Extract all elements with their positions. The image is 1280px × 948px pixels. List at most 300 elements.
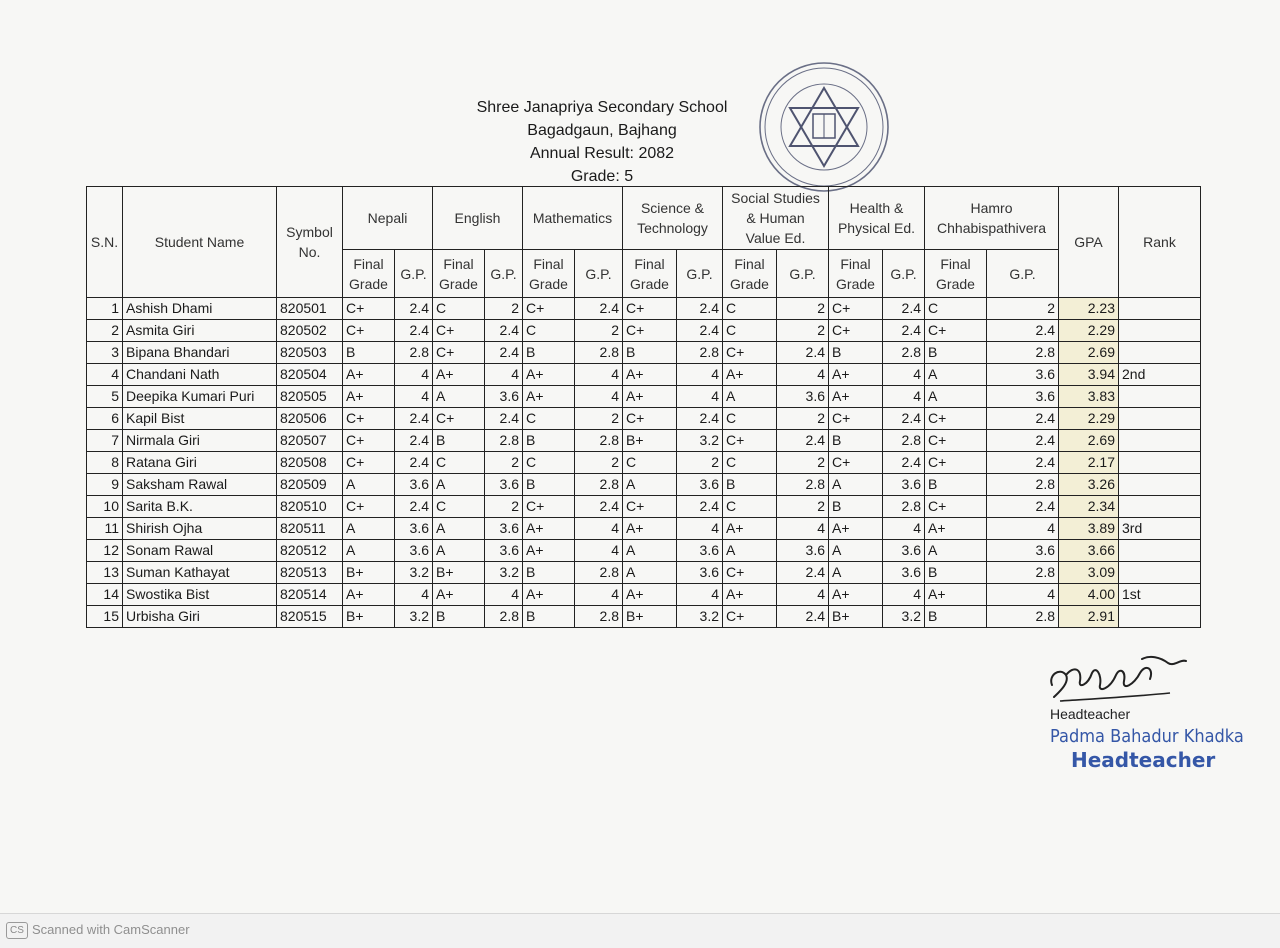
cell-gpa: 2.69 [1059, 342, 1119, 364]
header-subject-nepali [343, 187, 433, 250]
cell-sn: 11 [87, 518, 123, 540]
cell-grade-point: 2 [575, 452, 623, 474]
cell-final-grade: A+ [623, 364, 677, 386]
cell-grade-point: 2.4 [575, 496, 623, 518]
cell-final-grade: A+ [433, 584, 485, 606]
cell-grade-point: 3.6 [485, 518, 523, 540]
cell-final-grade: C+ [343, 298, 395, 320]
cell-grade-point: 4 [575, 518, 623, 540]
subheader-final-line1: Final [443, 255, 474, 272]
cell-grade-point: 4 [883, 518, 925, 540]
table-row [87, 518, 1201, 540]
cell-grade-point: 2.4 [777, 430, 829, 452]
subheader-final-line2: Grade [630, 275, 669, 292]
cell-final-grade: C+ [523, 496, 575, 518]
table-row [87, 562, 1201, 584]
cell-rank [1119, 452, 1201, 474]
cell-grade-point: 3.6 [677, 562, 723, 584]
cell-sn: 13 [87, 562, 123, 584]
cell-grade-point: 2.8 [395, 342, 433, 364]
header-subject-science [623, 187, 723, 250]
cell-final-grade: C+ [343, 430, 395, 452]
cell-grade-point: 2.8 [777, 474, 829, 496]
cell-final-grade: C+ [829, 320, 883, 342]
cell-final-grade: B+ [623, 606, 677, 628]
cell-final-grade: C [623, 452, 677, 474]
cell-grade-point: 3.6 [485, 386, 523, 408]
cell-grade-point: 2.4 [987, 430, 1059, 452]
cell-grade-point: 4 [777, 584, 829, 606]
cell-grade-point: 2.8 [987, 606, 1059, 628]
cell-final-grade: B [343, 342, 395, 364]
cell-grade-point: 3.2 [883, 606, 925, 628]
cell-grade-point: 3.2 [485, 562, 523, 584]
subheader-final-grade [343, 250, 395, 298]
cell-final-grade: A+ [523, 540, 575, 562]
subject-label: English [454, 210, 501, 226]
cell-sn: 6 [87, 408, 123, 430]
cell-grade-point: 2.4 [395, 320, 433, 342]
cell-final-grade: C [723, 408, 777, 430]
cell-sn: 4 [87, 364, 123, 386]
cell-grade-point: 3.6 [883, 562, 925, 584]
cell-sn: 7 [87, 430, 123, 452]
subheader-gp: G.P. [677, 250, 723, 298]
cell-final-grade: C+ [925, 320, 987, 342]
cell-grade-point: 3.6 [677, 474, 723, 496]
cell-final-grade: C+ [829, 452, 883, 474]
cell-grade-point: 4 [883, 584, 925, 606]
table-row [87, 408, 1201, 430]
cell-rank [1119, 408, 1201, 430]
cell-grade-point: 2.8 [575, 606, 623, 628]
cell-sn: 8 [87, 452, 123, 474]
school-name: Shree Janapriya Secondary School [476, 99, 728, 116]
cell-gpa: 3.66 [1059, 540, 1119, 562]
cell-grade-point: 4 [485, 364, 523, 386]
cell-grade-point: 2 [777, 496, 829, 518]
results-table [86, 186, 1201, 628]
cell-sn: 2 [87, 320, 123, 342]
cell-final-grade: C+ [623, 408, 677, 430]
cell-final-grade: C [433, 496, 485, 518]
cell-student-name: Urbisha Giri [123, 606, 277, 628]
cell-final-grade: C+ [623, 320, 677, 342]
cell-final-grade: B [623, 342, 677, 364]
subheader-final-grade [433, 250, 485, 298]
grade-label: Grade: 5 [570, 168, 634, 185]
cell-sn: 10 [87, 496, 123, 518]
cell-final-grade: C+ [829, 298, 883, 320]
cell-symbol-no: 820511 [277, 518, 343, 540]
cell-grade-point: 2.8 [987, 342, 1059, 364]
cell-student-name: Swostika Bist [123, 584, 277, 606]
subject-label: Hamro [970, 200, 1013, 216]
cell-grade-point: 2.4 [575, 298, 623, 320]
cell-student-name: Asmita Giri [123, 320, 277, 342]
subheader-gp: G.P. [883, 250, 925, 298]
cell-final-grade: C [523, 452, 575, 474]
subheader-gp: G.P. [395, 250, 433, 298]
cell-grade-point: 4 [395, 584, 433, 606]
table-row [87, 430, 1201, 452]
cell-grade-point: 3.6 [777, 386, 829, 408]
cell-final-grade: C+ [925, 430, 987, 452]
cell-grade-point: 2 [987, 298, 1059, 320]
scanner-watermark-text: Scanned with CamScanner [32, 922, 190, 937]
cell-final-grade: A [723, 386, 777, 408]
cell-grade-point: 2.4 [777, 606, 829, 628]
header-subject-social-studies [723, 187, 829, 250]
cell-rank [1119, 540, 1201, 562]
cell-final-grade: A+ [829, 584, 883, 606]
cell-grade-point: 4 [677, 364, 723, 386]
subject-label: Physical Ed. [837, 220, 916, 236]
cell-final-grade: A [433, 386, 485, 408]
table-row [87, 452, 1201, 474]
cell-grade-point: 3.2 [677, 606, 723, 628]
header-rank: Rank [1119, 187, 1201, 298]
cell-final-grade: B [829, 430, 883, 452]
cell-final-grade: A [623, 474, 677, 496]
subheader-final-grade [723, 250, 777, 298]
cell-grade-point: 4 [777, 364, 829, 386]
cell-student-name: Kapil Bist [123, 408, 277, 430]
header-symbol-no [277, 187, 343, 298]
cell-gpa: 2.23 [1059, 298, 1119, 320]
table-row [87, 496, 1201, 518]
subject-label: Health & [849, 200, 904, 216]
cell-final-grade: A [623, 562, 677, 584]
cell-grade-point: 3.6 [987, 364, 1059, 386]
cell-final-grade: B+ [829, 606, 883, 628]
cell-final-grade: A [343, 518, 395, 540]
cell-grade-point: 2.4 [485, 342, 523, 364]
subject-label: Value Ed. [745, 230, 806, 246]
cell-grade-point: 2.8 [575, 562, 623, 584]
cell-grade-point: 2.8 [485, 606, 523, 628]
cell-grade-point: 2.4 [485, 408, 523, 430]
cell-symbol-no: 820510 [277, 496, 343, 518]
cell-final-grade: C [433, 452, 485, 474]
table-row [87, 474, 1201, 496]
cell-gpa: 2.29 [1059, 408, 1119, 430]
cell-final-grade: C [723, 320, 777, 342]
cell-rank [1119, 298, 1201, 320]
header-symbol-line2: No. [298, 244, 321, 260]
cell-final-grade: A+ [523, 386, 575, 408]
cell-grade-point: 4 [395, 364, 433, 386]
cell-grade-point: 3.6 [883, 540, 925, 562]
cell-grade-point: 2 [777, 408, 829, 430]
cell-grade-point: 2 [777, 298, 829, 320]
cell-grade-point: 3.6 [485, 540, 523, 562]
cell-grade-point: 2.8 [883, 496, 925, 518]
cell-grade-point: 2.4 [883, 298, 925, 320]
cell-final-grade: C+ [343, 320, 395, 342]
cell-final-grade: B [523, 562, 575, 584]
cell-grade-point: 2.4 [395, 430, 433, 452]
cell-final-grade: A [433, 474, 485, 496]
cell-gpa: 2.91 [1059, 606, 1119, 628]
cell-grade-point: 3.6 [485, 474, 523, 496]
cell-symbol-no: 820515 [277, 606, 343, 628]
header-subject-english [433, 187, 523, 250]
subheader-final-line1: Final [840, 255, 871, 272]
cell-final-grade: A+ [523, 584, 575, 606]
subheader-final-line2: Grade [439, 275, 478, 292]
stamp-title: Headteacher [1071, 748, 1216, 772]
cell-student-name: Nirmala Giri [123, 430, 277, 452]
cell-final-grade: C+ [925, 496, 987, 518]
cell-symbol-no: 820503 [277, 342, 343, 364]
cell-grade-point: 2.4 [677, 408, 723, 430]
cell-grade-point: 4 [395, 386, 433, 408]
cell-grade-point: 3.6 [395, 474, 433, 496]
cell-grade-point: 4 [883, 386, 925, 408]
subheader-final-line2: Grade [936, 275, 975, 292]
cell-final-grade: C+ [723, 606, 777, 628]
cell-grade-point: 2.4 [987, 320, 1059, 342]
camscanner-logo-icon: CS [6, 922, 28, 939]
cell-gpa: 2.34 [1059, 496, 1119, 518]
cell-gpa: 2.29 [1059, 320, 1119, 342]
cell-final-grade: B [523, 474, 575, 496]
subject-label: Science & [640, 200, 705, 216]
header-subject-hamro [925, 187, 1059, 250]
cell-final-grade: C+ [829, 408, 883, 430]
subject-label: Chhabispathivera [937, 220, 1046, 236]
cell-grade-point: 2.8 [575, 474, 623, 496]
cell-student-name: Deepika Kumari Puri [123, 386, 277, 408]
cell-sn: 5 [87, 386, 123, 408]
cell-grade-point: 2.8 [987, 562, 1059, 584]
cell-final-grade: A+ [829, 386, 883, 408]
cell-grade-point: 2 [485, 298, 523, 320]
table-row [87, 606, 1201, 628]
cell-final-grade: A+ [829, 518, 883, 540]
cell-final-grade: C+ [723, 342, 777, 364]
cell-student-name: Shirish Ojha [123, 518, 277, 540]
cell-gpa: 3.26 [1059, 474, 1119, 496]
cell-final-grade: A+ [433, 364, 485, 386]
cell-grade-point: 3.6 [395, 540, 433, 562]
stamp-name: Padma Bahadur Khadka [1050, 726, 1244, 747]
cell-grade-point: 2.4 [677, 320, 723, 342]
cell-student-name: Bipana Bhandari [123, 342, 277, 364]
cell-grade-point: 2.4 [395, 298, 433, 320]
cell-final-grade: C+ [343, 452, 395, 474]
cell-student-name: Chandani Nath [123, 364, 277, 386]
subheader-gp: G.P. [485, 250, 523, 298]
subheader-final-grade [829, 250, 883, 298]
subheader-final-grade [623, 250, 677, 298]
cell-final-grade: A+ [343, 386, 395, 408]
cell-final-grade: B [925, 606, 987, 628]
cell-grade-point: 2.4 [777, 562, 829, 584]
cell-final-grade: C+ [623, 298, 677, 320]
cell-final-grade: A+ [723, 584, 777, 606]
cell-grade-point: 2.8 [485, 430, 523, 452]
cell-final-grade: B [523, 342, 575, 364]
cell-final-grade: A [623, 540, 677, 562]
cell-final-grade: A [723, 540, 777, 562]
cell-symbol-no: 820507 [277, 430, 343, 452]
cell-grade-point: 2.4 [883, 320, 925, 342]
cell-symbol-no: 820504 [277, 364, 343, 386]
cell-grade-point: 2 [777, 452, 829, 474]
cell-final-grade: A+ [623, 584, 677, 606]
cell-symbol-no: 820505 [277, 386, 343, 408]
school-seal-icon [755, 58, 893, 196]
cell-sn: 3 [87, 342, 123, 364]
subheader-gp: G.P. [987, 250, 1059, 298]
cell-gpa: 3.83 [1059, 386, 1119, 408]
cell-rank: 3rd [1119, 518, 1201, 540]
cell-final-grade: C+ [433, 320, 485, 342]
cell-grade-point: 2.4 [485, 320, 523, 342]
cell-rank [1119, 606, 1201, 628]
headteacher-signature-icon [1030, 645, 1210, 715]
exam-title: Annual Result: 2082 [529, 145, 675, 162]
cell-grade-point: 4 [777, 518, 829, 540]
cell-grade-point: 2.4 [883, 452, 925, 474]
cell-grade-point: 4 [677, 386, 723, 408]
cell-grade-point: 2.4 [987, 408, 1059, 430]
cell-rank [1119, 496, 1201, 518]
cell-sn: 1 [87, 298, 123, 320]
cell-grade-point: 3.6 [777, 540, 829, 562]
cell-rank: 1st [1119, 584, 1201, 606]
cell-grade-point: 2.8 [883, 342, 925, 364]
cell-grade-point: 2 [575, 320, 623, 342]
cell-grade-point: 3.2 [395, 562, 433, 584]
cell-grade-point: 2.4 [395, 496, 433, 518]
cell-final-grade: C [925, 298, 987, 320]
subject-label: Social Studies [731, 190, 820, 206]
cell-student-name: Ratana Giri [123, 452, 277, 474]
cell-final-grade: A [433, 540, 485, 562]
table-row [87, 320, 1201, 342]
cell-grade-point: 3.6 [987, 540, 1059, 562]
cell-final-grade: C [723, 452, 777, 474]
cell-grade-point: 2.8 [883, 430, 925, 452]
subheader-final-grade [523, 250, 575, 298]
header-symbol-line1: Symbol [286, 224, 333, 240]
cell-grade-point: 2 [485, 496, 523, 518]
cell-final-grade: A [433, 518, 485, 540]
cell-final-grade: B [523, 430, 575, 452]
cell-final-grade: C+ [433, 408, 485, 430]
cell-rank: 2nd [1119, 364, 1201, 386]
subheader-gp: G.P. [575, 250, 623, 298]
cell-student-name: Sonam Rawal [123, 540, 277, 562]
cell-final-grade: C+ [723, 430, 777, 452]
cell-final-grade: B [925, 562, 987, 584]
table-row [87, 584, 1201, 606]
cell-symbol-no: 820509 [277, 474, 343, 496]
cell-final-grade: A+ [343, 364, 395, 386]
cell-final-grade: C [723, 298, 777, 320]
cell-final-grade: A [829, 562, 883, 584]
subheader-final-line1: Final [634, 255, 665, 272]
cell-grade-point: 2 [485, 452, 523, 474]
cell-grade-point: 2 [575, 408, 623, 430]
cell-final-grade: B [523, 606, 575, 628]
cell-final-grade: C+ [523, 298, 575, 320]
cell-rank [1119, 474, 1201, 496]
cell-final-grade: B [925, 474, 987, 496]
header-sn: S.N. [87, 187, 123, 298]
cell-final-grade: C+ [723, 562, 777, 584]
cell-final-grade: C [723, 496, 777, 518]
subheader-final-line2: Grade [836, 275, 875, 292]
cell-symbol-no: 820513 [277, 562, 343, 584]
cell-grade-point: 3.2 [677, 430, 723, 452]
header-subject-mathematics [523, 187, 623, 250]
cell-gpa: 4.00 [1059, 584, 1119, 606]
cell-rank [1119, 386, 1201, 408]
cell-sn: 12 [87, 540, 123, 562]
table-row [87, 364, 1201, 386]
header-subject-health [829, 187, 925, 250]
cell-grade-point: 2.4 [395, 452, 433, 474]
cell-final-grade: A+ [925, 584, 987, 606]
header-student-name: Student Name [123, 187, 277, 298]
cell-final-grade: C+ [925, 408, 987, 430]
cell-grade-point: 3.2 [395, 606, 433, 628]
cell-final-grade: C+ [343, 408, 395, 430]
cell-grade-point: 4 [987, 584, 1059, 606]
cell-final-grade: B+ [343, 606, 395, 628]
cell-grade-point: 3.6 [883, 474, 925, 496]
cell-final-grade: C+ [433, 342, 485, 364]
cell-grade-point: 2.4 [677, 298, 723, 320]
cell-rank [1119, 320, 1201, 342]
cell-final-grade: A [925, 364, 987, 386]
cell-final-grade: B [433, 430, 485, 452]
subject-label: Technology [637, 220, 708, 236]
document-header [452, 96, 752, 188]
subheader-final-line2: Grade [349, 275, 388, 292]
cell-student-name: Suman Kathayat [123, 562, 277, 584]
cell-grade-point: 4 [987, 518, 1059, 540]
cell-final-grade: A+ [925, 518, 987, 540]
cell-grade-point: 2.8 [677, 342, 723, 364]
cell-gpa: 3.89 [1059, 518, 1119, 540]
cell-final-grade: B+ [623, 430, 677, 452]
cell-final-grade: B [723, 474, 777, 496]
cell-final-grade: A+ [723, 518, 777, 540]
cell-final-grade: A+ [523, 518, 575, 540]
cell-final-grade: B [829, 496, 883, 518]
cell-gpa: 2.17 [1059, 452, 1119, 474]
subheader-final-line1: Final [734, 255, 765, 272]
cell-grade-point: 4 [883, 364, 925, 386]
subheader-final-grade [925, 250, 987, 298]
cell-final-grade: A [829, 540, 883, 562]
cell-grade-point: 4 [677, 584, 723, 606]
cell-final-grade: A+ [623, 386, 677, 408]
subheader-final-line2: Grade [730, 275, 769, 292]
cell-final-grade: A+ [623, 518, 677, 540]
cell-final-grade: B+ [343, 562, 395, 584]
cell-final-grade: C [523, 408, 575, 430]
signature-role: Headteacher [1050, 706, 1131, 722]
cell-grade-point: 2.8 [575, 430, 623, 452]
cell-final-grade: A+ [523, 364, 575, 386]
header-gpa: GPA [1059, 187, 1119, 298]
